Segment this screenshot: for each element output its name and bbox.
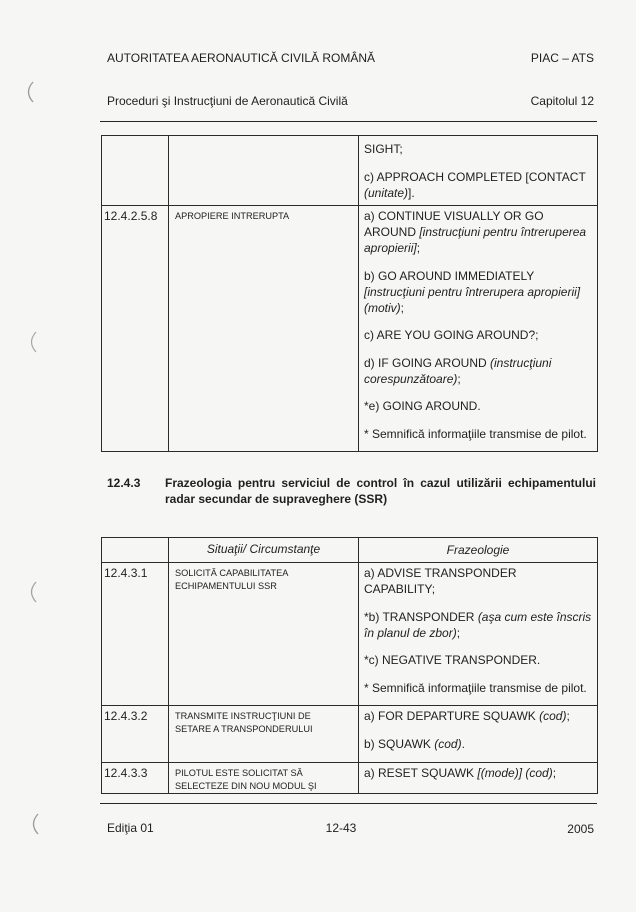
phrase-text: a) CONTINUE VISUALLY OR GO [364, 209, 544, 223]
phrase-line [364, 355, 597, 371]
situation-text: SOLICITĂ CAPABILITATEA [175, 567, 289, 578]
footer-rule [100, 803, 597, 804]
table-row [102, 763, 598, 794]
table-row [102, 206, 598, 452]
phrase-text: ; [457, 371, 461, 386]
table-header-row [102, 538, 598, 563]
paragraph-number-cell [102, 706, 169, 763]
phrase-text: a) ADVISE TRANSPONDER [364, 566, 517, 580]
phrase-line [364, 708, 597, 724]
phrase-text: b) SQUAWK [364, 736, 435, 751]
phrase-line [364, 169, 597, 185]
phrase-paragraph [364, 208, 597, 256]
chapter-label: Capitolul 12 [530, 94, 594, 108]
punch-hole-mark [25, 330, 39, 354]
situation-text: PILOTUL ESTE SOLICITAT SĂ [175, 767, 303, 778]
phrase-italic-text: (instrucţiuni [490, 355, 552, 370]
phrase-line [364, 327, 597, 343]
situation-text: SELECTEZE DIN NOU MODUL ŞI [175, 781, 317, 791]
phrase-line [364, 141, 597, 157]
phrase-text: ]. [408, 185, 415, 200]
punch-hole-mark [25, 580, 39, 604]
table-row [102, 706, 598, 763]
paragraph-number-cell [102, 563, 169, 706]
phrase-italic-text: (cod) [434, 736, 462, 751]
phrase-paragraph [364, 398, 597, 414]
phraseology-cell [359, 563, 598, 706]
phrase-line [364, 426, 597, 442]
punch-hole-mark [27, 812, 41, 836]
section-number: 12.4.3 [107, 476, 141, 490]
phrase-paragraph [364, 268, 597, 316]
phrase-line [364, 581, 597, 597]
paragraph-number-cell [102, 136, 169, 206]
phrase-paragraph [364, 680, 597, 696]
paragraph-number-cell [102, 763, 169, 794]
organization-name: AUTORITATEA AERONAUTICĂ CIVILĂ ROMÂNĂ [107, 51, 376, 65]
header-number-cell [102, 538, 169, 563]
phrase-italic-text: [(mode)] (cod) [477, 766, 553, 780]
phrase-text: b) GO AROUND IMMEDIATELY [364, 268, 535, 283]
phrase-line [364, 652, 597, 668]
phrase-line [364, 224, 597, 240]
phrase-italic-text: (cod) [539, 709, 567, 723]
phrase-text: d) IF GOING AROUND [364, 355, 491, 370]
phrase-text: CAPABILITY; [364, 582, 436, 596]
paragraph-number: 12.4.3.1 [104, 566, 148, 580]
phrase-paragraph [364, 355, 597, 387]
phrase-paragraph [364, 609, 597, 641]
header-rule [100, 121, 597, 122]
situation-cell [169, 206, 359, 452]
situation-cell [169, 136, 359, 206]
phrase-italic-text: (aşa cum este înscris [477, 609, 592, 624]
column-header-phraseology: Frazeologie [359, 538, 598, 563]
situation-cell [169, 763, 359, 794]
phrase-italic-text: (motiv) [364, 300, 401, 315]
ssr-phraseology-table [101, 537, 598, 794]
phrase-text: c) APPROACH COMPLETED [CONTACT [364, 169, 586, 184]
phrase-italic-text: [instrucţiuni pentru întreruperea [419, 225, 587, 239]
phrase-paragraph [364, 141, 597, 157]
phrase-italic-text: în planul de zbor) [364, 625, 457, 640]
paragraph-number-cell [102, 206, 169, 452]
paragraph-number: 12.4.3.2 [104, 709, 148, 723]
phraseology-table-continued [101, 135, 598, 452]
manual-title: Proceduri şi Instrucţiuni de Aeronautică Civilă [107, 94, 348, 108]
situation-cell [169, 706, 359, 763]
phrase-line [364, 765, 597, 781]
phrase-text: a) FOR DEPARTURE SQUAWK [364, 709, 540, 723]
table-row [102, 136, 598, 206]
phrase-paragraph [364, 708, 597, 724]
situation-text: SETARE A TRANSPONDERULUI [175, 724, 313, 734]
phrase-text: a) RESET SQUAWK [364, 766, 478, 780]
phrase-paragraph [364, 169, 597, 201]
phrase-line [364, 284, 597, 300]
phraseology-cell [359, 706, 598, 763]
phrase-paragraph [364, 327, 597, 343]
phrase-italic-text: [instrucţiuni pentru întrerupera apropierii] [364, 284, 581, 299]
phrase-text: AROUND [364, 225, 420, 239]
situation-text: APROPIERE INTRERUPTA [175, 210, 290, 221]
phrase-line [364, 208, 597, 224]
phrase-text: ; [552, 766, 557, 780]
phrase-text: ; [416, 241, 421, 255]
phrase-text: * Semnifică informaţiile transmise de pilot. [364, 426, 587, 441]
phrase-text: *e) GOING AROUND. [364, 399, 481, 413]
table-row [102, 563, 598, 706]
phrase-line [364, 371, 597, 387]
phrase-line [364, 185, 597, 201]
paragraph-number: 12.4.2.5.8 [104, 209, 158, 223]
phrase-paragraph [364, 736, 597, 752]
phrase-line [364, 680, 597, 696]
column-header-situation: Situaţii/ Circumstanţe [169, 538, 359, 563]
phrase-paragraph [364, 652, 597, 668]
phrase-text: *c) NEGATIVE TRANSPONDER. [364, 653, 541, 667]
phrase-text: *b) TRANSPONDER [364, 609, 478, 624]
situation-text: ECHIPAMENTULUI SSR [175, 581, 277, 591]
phrase-text: SIGHT; [364, 142, 403, 156]
phrase-line [364, 268, 597, 284]
phrase-text: c) ARE YOU GOING AROUND?; [364, 328, 539, 342]
document-code: PIAC – ATS [530, 51, 594, 65]
phrase-paragraph [364, 426, 597, 442]
phraseology-cell [359, 763, 598, 794]
phraseology-cell [359, 206, 598, 452]
phrase-text: ; [566, 709, 570, 723]
situation-text: TRANSMITE INSTRUCŢIUNI DE [175, 710, 311, 721]
paragraph-number: 12.4.3.3 [104, 766, 148, 780]
phrase-line [364, 609, 597, 625]
edition-label: Ediţia 01 [107, 821, 154, 835]
section-title: Frazeologia pentru serviciul de control în cazul utilizării echipamentului radar secundar de supraveghere (SSR) [165, 476, 596, 506]
phrase-italic-text: apropierii] [364, 241, 417, 255]
situation-cell [169, 563, 359, 706]
phrase-italic-text: corespunzătoare) [364, 371, 458, 386]
phraseology-cell [359, 136, 598, 206]
year-label: 2005 [567, 822, 594, 836]
phrase-text: * Semnifică informaţiile transmise de pilot. [364, 680, 587, 695]
phrase-paragraph [364, 765, 597, 781]
phrase-text: ; [400, 300, 405, 315]
phrase-line [364, 565, 597, 581]
punch-hole-mark [22, 80, 36, 104]
phrase-text: . [461, 736, 465, 751]
phrase-italic-text: (unitate) [364, 185, 409, 200]
phrase-paragraph [364, 565, 597, 597]
page-number: 12-43 [325, 821, 357, 835]
phrase-line [364, 736, 597, 752]
phrase-text: ; [456, 625, 461, 640]
phrase-line [364, 240, 597, 256]
phrase-line [364, 625, 597, 641]
phrase-line [364, 300, 597, 316]
phrase-line [364, 398, 597, 414]
